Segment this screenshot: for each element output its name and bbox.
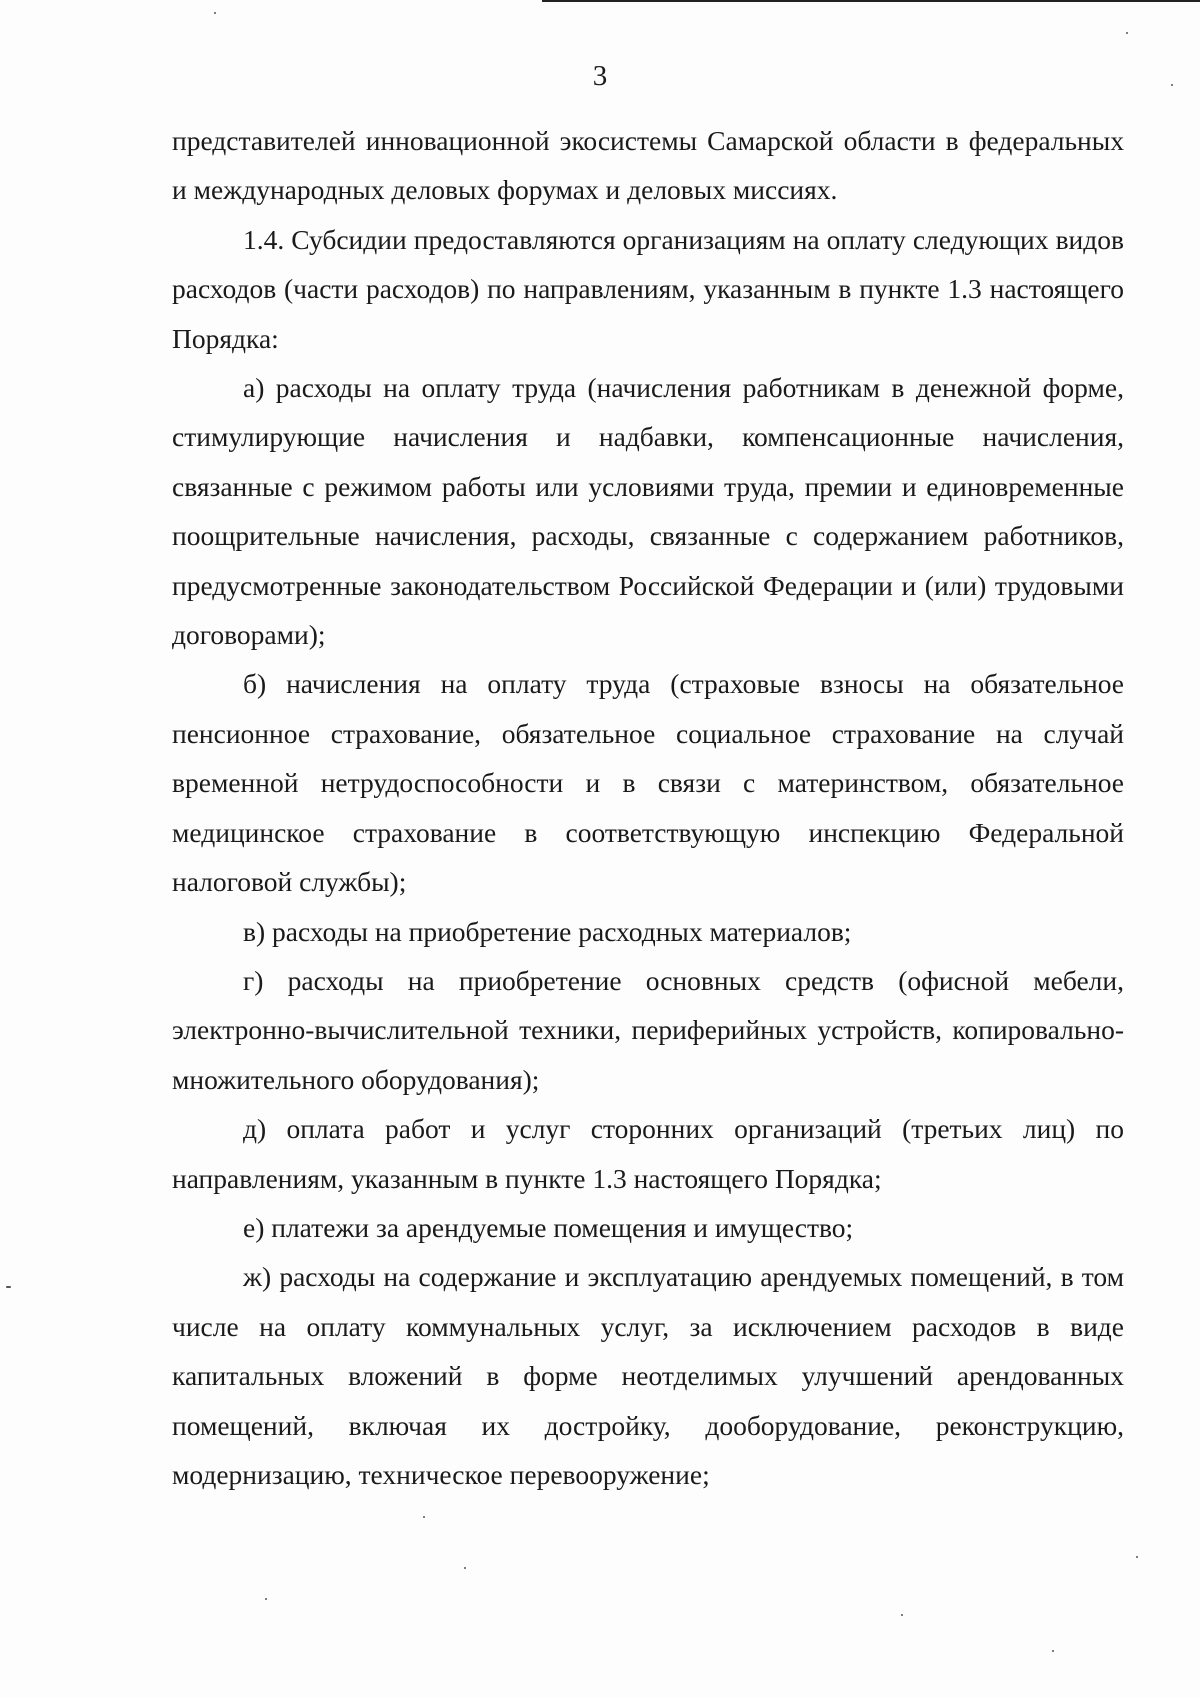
- document-body: [172, 116, 1124, 1499]
- page-number: 3: [592, 60, 608, 92]
- scan-speck: [464, 1567, 466, 1569]
- paragraph-item-e: е) платежи за арендуемые помещения и имущество;: [243, 1211, 854, 1243]
- paragraph-item-zh: ж) расходы на содержание и эксплуатацию арендуемых помещений, в том числе на оплату коммунальных услуг, за исключением расходов в виде капитальных вложений в форме неотделимых улучшений арендованных помещений, включая их достройку, дооборудование, реконструкцию, модернизацию, техническое перевооружение;: [172, 1261, 1124, 1490]
- scan-speck: [423, 1516, 425, 1518]
- scan-speck: [1171, 84, 1173, 86]
- scan-speck: [1136, 1556, 1138, 1558]
- scan-speck: [6, 1286, 11, 1288]
- scan-speck: [214, 12, 216, 14]
- top-border-line: [542, 0, 1200, 2]
- paragraph-item-v: в) расходы на приобретение расходных материалов;: [243, 915, 852, 947]
- scan-speck: [1052, 1650, 1054, 1652]
- paragraph-item-a: а) расходы на оплату труда (начисления работникам в денежной форме, стимулирующие начисления и надбавки, компенсационные начисления, связанные с режимом работы или условиями труда, премии и единовременные поощрительные начисления, расходы, связанные с содержанием работников, предусмотренные законодательством Российской Федерации и (или) трудовыми договорами);: [172, 372, 1124, 651]
- scan-speck: [265, 1598, 267, 1600]
- paragraph-item-d: д) оплата работ и услуг сторонних организаций (третьих лиц) по направлениям, указанным в пункте 1.3 настоящего Порядка;: [172, 1113, 1124, 1194]
- paragraph-1-4: 1.4. Субсидии предоставляются организациям на оплату следующих видов расходов (части расходов) по направлениям, указанным в пункте 1.3 настоящего Порядка:: [172, 223, 1124, 354]
- scan-speck: [1126, 32, 1128, 34]
- paragraph-continuation: представителей инновационной экосистемы Самарской области в федеральных и международных деловых форумах и деловых миссиях.: [172, 125, 1124, 206]
- scan-speck: [901, 1614, 903, 1616]
- paragraph-item-g: г) расходы на приобретение основных средств (офисной мебели, электронно-вычислительной техники, периферийных устройств, копировально-множительного оборудования);: [172, 964, 1124, 1095]
- paragraph-item-b: б) начисления на оплату труда (страховые взносы на обязательное пенсионное страхование, обязательное социальное страхование на случай временной нетрудоспособности и в связи с материнством, обязательное медицинское страхование в соответствующую инспекцию Федеральной налоговой службы);: [172, 668, 1124, 898]
